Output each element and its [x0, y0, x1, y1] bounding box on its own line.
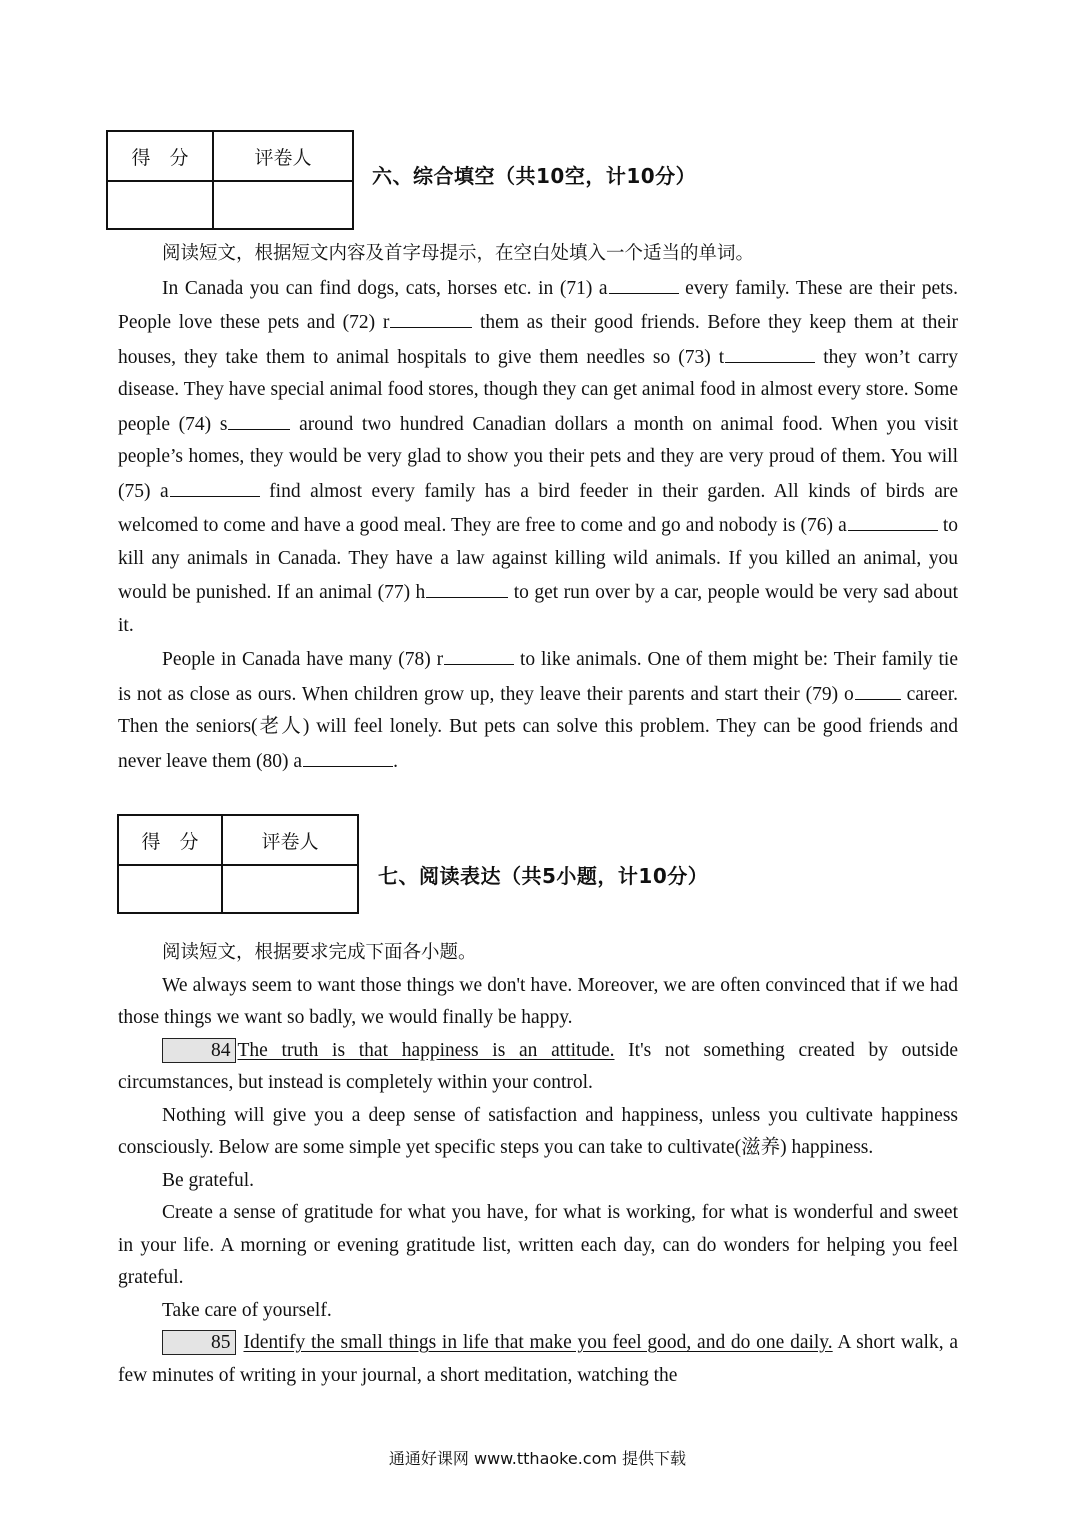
text-segment: It's not something created by outside circumstances, but instead is completely within your control. — [118, 1039, 958, 1093]
score-label: 得 分 — [118, 815, 222, 865]
section7-paragraph-1: We always seem to want those things we don't have. Moreover, we are often convinced that if we had those things we want so badly, we would finally be happy. — [118, 974, 958, 1028]
blank-80[interactable] — [303, 744, 393, 767]
grader-cell[interactable] — [213, 181, 353, 229]
section6-paragraph-1 — [118, 271, 958, 643]
blank-71[interactable] — [609, 271, 679, 294]
text-segment: every family. These are their pets. People love these pets and (72) r — [118, 277, 958, 333]
underlined-sentence-85: Identify the small things in life that make you feel good, and do one daily. — [243, 1332, 833, 1353]
blank-79[interactable] — [855, 677, 901, 700]
grader-label: 评卷人 — [213, 131, 353, 181]
blank-78[interactable] — [444, 642, 514, 665]
score-cell[interactable] — [107, 181, 213, 229]
page-footer: 通通好课网 www.tthaoke.com 提供下载 — [388, 1449, 687, 1468]
text-segment: to like animals. One of them might be: Their family tie is not as close as ours. When children grow up, they leave their parents and start their (79) o — [118, 649, 958, 705]
section7-text — [118, 937, 958, 1392]
score-table-section7 — [117, 814, 359, 914]
section7-paragraph-2 — [118, 1035, 958, 1100]
blank-73[interactable] — [725, 340, 815, 363]
text-segment: . — [393, 750, 398, 772]
text-segment: to get run over by a car, people would be very sad about it. — [118, 582, 958, 636]
section7-paragraph-5: Create a sense of gratitude for what you have, for what is working, for what is wonderful and sweet in your life. A morning or evening gratitude list, written each day, can do wonders for helping you feel grateful. — [118, 1202, 958, 1288]
grader-cell[interactable] — [222, 865, 358, 913]
section7-paragraph-6: Take care of yourself. — [162, 1299, 332, 1321]
blank-76[interactable] — [848, 508, 938, 531]
text-segment: them as their good friends. Before they keep them at their houses, they take them to animal hospitals to give them needles so (73) t — [118, 312, 958, 368]
text-segment: find almost every family has a bird feeder in their garden. All kinds of birds are welcomed to come and have a good meal. They are free to come and go and nobody is (76) a — [118, 480, 958, 536]
section6-text — [118, 238, 958, 778]
section6-title: 六、综合填空（共10空，计10分） — [372, 164, 697, 188]
question-85-box: 85 — [162, 1330, 236, 1355]
section7-paragraph-7 — [118, 1327, 958, 1392]
blank-75[interactable] — [170, 474, 260, 497]
score-cell[interactable] — [118, 865, 222, 913]
underlined-sentence-84: The truth is that happiness is an attitude. — [237, 1039, 615, 1061]
text-segment: In Canada you can find dogs, cats, horses etc. in (71) a — [162, 277, 608, 299]
text-segment: A short walk, a few minutes of writing in your journal, a short meditation, watching the — [118, 1332, 958, 1386]
blank-72[interactable] — [390, 305, 472, 328]
section7-instruction: 阅读短文，根据要求完成下面各小题。 — [162, 942, 477, 963]
question-84-box: 84 — [162, 1038, 236, 1063]
section6-paragraph-2 — [118, 642, 958, 778]
section7-paragraph-3: Nothing will give you a deep sense of satisfaction and happiness, unless you cultivate happiness consciously. Below are some simple yet specific steps you can take to cultivate(滋养) happiness. — [118, 1104, 958, 1158]
text-segment: People in Canada have many (78) r — [162, 649, 444, 670]
text-segment: they won’t carry disease. They have special animal food stores, though they can get animal food in almost every store. Some people (74) s — [118, 346, 959, 435]
text-segment: around two hundred Canadian dollars a month on animal food. When you visit people’s homes, they would be very glad to show you their pets and they are very proud of them. You will (75) a — [118, 413, 958, 502]
section6-instruction: 阅读短文，根据短文内容及首字母提示，在空白处填入一个适当的单词。 — [162, 243, 755, 264]
score-label: 得 分 — [107, 131, 213, 181]
section7-paragraph-4: Be grateful. — [162, 1169, 255, 1191]
blank-77[interactable] — [426, 575, 508, 598]
grader-label: 评卷人 — [222, 815, 358, 865]
section7-title: 七、阅读表达（共5小题，计10分） — [378, 864, 709, 888]
text-segment: career. Then the seniors(老人) will feel lonely. But pets can solve this problem. They can be good friends and never leave them (80) a — [118, 683, 958, 772]
score-table-section6 — [106, 130, 354, 230]
text-segment: to kill any animals in Canada. They have a law against killing wild animals. If you killed an animal, you would be punished. If an animal (77) h — [118, 515, 958, 603]
blank-74[interactable] — [228, 407, 290, 430]
